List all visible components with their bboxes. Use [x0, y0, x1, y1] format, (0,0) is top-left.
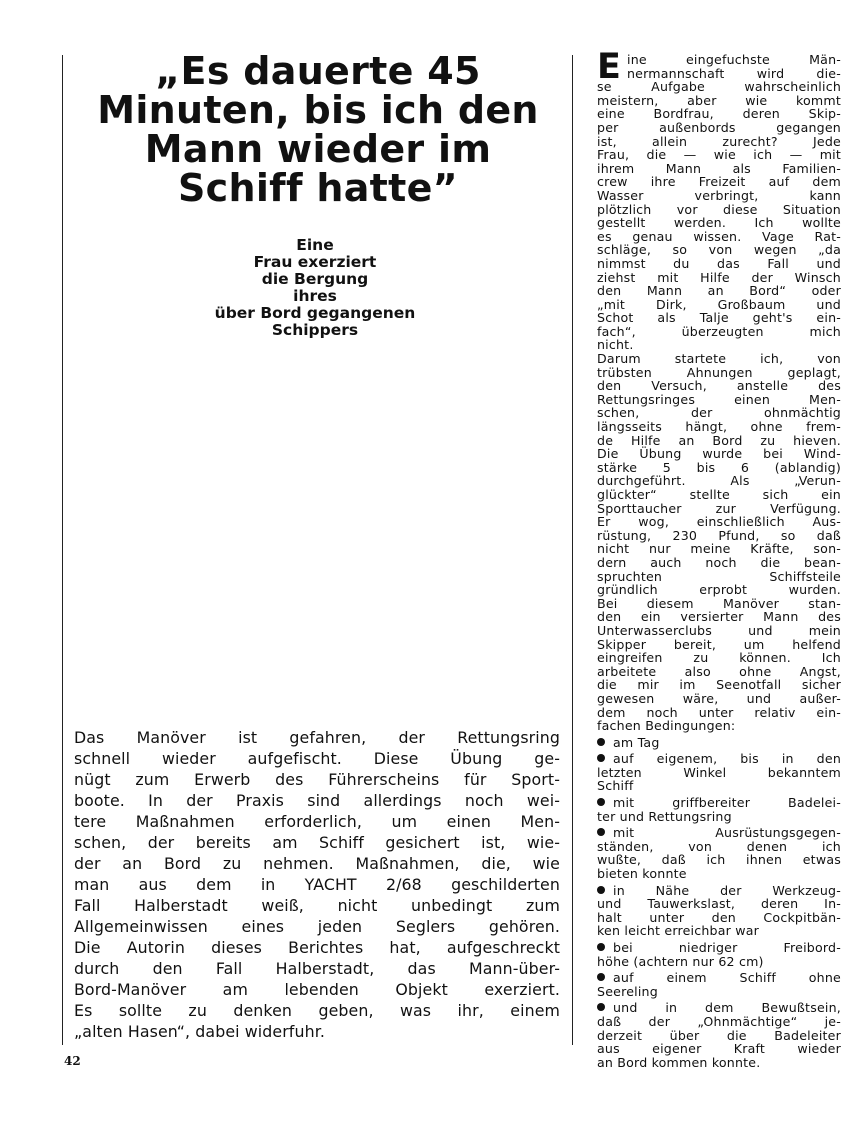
body-line: Rettungsringes einen Men-: [597, 391, 841, 407]
bullet-item-line: wußte, daß ich ihnen etwas: [597, 852, 841, 868]
body-line: arbeitete also ohne Angst,: [597, 663, 841, 679]
left-column-rule: [62, 55, 63, 1045]
body-line: se Aufgabe wahrscheinlich: [597, 79, 841, 95]
body-line: Bei diesem Manöver stan-: [597, 595, 841, 611]
body-line: crew ihre Freizeit auf dem: [597, 174, 841, 190]
bullet-item-line: aus eigener Kraft wieder: [597, 1041, 841, 1057]
bullet-item-text: in Nähe der Werkzeug-: [613, 882, 841, 898]
body-line: de Hilfe an Bord zu hieven.: [597, 432, 841, 448]
body-line: den Mann an Bord“ oder: [597, 283, 841, 299]
body-line: Sporttaucher zur Verfügung.: [597, 500, 841, 516]
subheadline-line: über Bord gegangenen: [214, 304, 416, 322]
bullet-item-text: bei niedriger Freibord-: [613, 940, 841, 955]
bullet-item-line: derzeit über die Badeleiter: [597, 1027, 841, 1043]
bullet-item-line: letzten Winkel bekanntem: [597, 764, 841, 780]
bullet-item-line: bieten konnte: [597, 866, 687, 882]
body-line: ine eingefuchste Män-: [627, 52, 841, 67]
body-line: ziehst mit Hilfe der Winsch: [597, 269, 841, 285]
bullet-item-line: Schiff: [597, 778, 634, 794]
intro-line: Es sollte zu denken geben, was ihr, einem: [74, 1001, 560, 1020]
body-line: Frau, die — wie ich — mit: [597, 147, 841, 163]
body-line: per außenbords gegangen: [597, 119, 841, 135]
body-line: spruchten Schiffsteile: [597, 568, 841, 584]
bullet-icon: [597, 886, 605, 894]
bullet-item-text: mit Ausrüstungsgegen-: [613, 825, 841, 841]
body-line: eingreifen zu können. Ich: [597, 650, 841, 666]
bullet-item-line: höhe (achtern nur 62 cm): [597, 953, 764, 969]
intro-line: tere Maßnahmen erforderlich, um einen Men-: [74, 812, 560, 831]
subheadline-line: Frau exerziert: [253, 253, 377, 271]
bullet-icon: [597, 1003, 605, 1011]
body-line: den Versuch, anstelle des: [597, 378, 841, 394]
bullet-icon: [597, 973, 605, 981]
bullet-item-text: mit griffbereiter Badelei-: [613, 795, 841, 811]
bullet-item-text: auf einem Schiff ohne: [613, 970, 841, 986]
body-text-column: [597, 47, 841, 1070]
bullet-icon: [597, 754, 605, 762]
intro-line: man aus dem in YACHT 2/68 geschilderten: [74, 875, 560, 894]
bullet-item-text: und in dem Bewußtsein,: [613, 1000, 841, 1016]
body-line: gründlich erprobt wurden.: [597, 582, 841, 598]
body-line: die mir im Seenotfall sicher: [597, 677, 841, 693]
body-line: Skipper bereit, um helfend: [597, 636, 841, 652]
bullet-item-line: [597, 752, 841, 766]
bullet-icon: [597, 943, 605, 951]
body-line: ist, allein zurecht? Jede: [597, 133, 841, 149]
intro-paragraph: [74, 727, 560, 1042]
article-headline: „Es dauerte 45 Minuten, bis ich den Mann wieder im Schiff hatte”: [97, 49, 539, 210]
body-line: den ein versierter Mann des: [597, 609, 841, 625]
drop-cap: E: [597, 47, 621, 87]
intro-line: der an Bord zu nehmen. Maßnahmen, die, wie: [74, 854, 560, 873]
body-line: dem noch unter relativ ein-: [597, 704, 841, 720]
bullet-item-text: auf eigenem, bis in den: [613, 751, 841, 767]
bullet-item-line: [597, 1001, 841, 1015]
body-line: nicht nur meine Kräfte, son-: [597, 541, 841, 557]
bullet-item-line: [597, 796, 841, 810]
body-line: dern auch noch die bean-: [597, 554, 841, 570]
body-line: nicht.: [597, 337, 634, 353]
body-line: plötzlich vor diese Situation: [597, 201, 841, 217]
body-line: rüstung, 230 Pfund, so daß: [597, 527, 841, 543]
body-line: längsseits hängt, ohne frem-: [597, 419, 841, 435]
body-line: trübsten Ahnungen geplagt,: [597, 364, 841, 380]
body-line: Wasser verbringt, kann: [597, 187, 841, 203]
intro-line: schnell wieder aufgefischt. Diese Übung ge-: [74, 749, 560, 768]
body-line: ihrem Mann als Familien-: [597, 160, 841, 176]
body-line: schen, der ohnmächtig: [597, 405, 841, 421]
bullet-item-line: Seereling: [597, 983, 658, 999]
bullet-item-line: ken leicht erreichbar war: [597, 923, 760, 939]
body-line: glückter“ stellte sich ein: [597, 487, 841, 502]
body-line: gewesen wäre, und außer-: [597, 690, 841, 706]
bullet-item-line: und Tauwerkslast, deren In-: [597, 896, 841, 912]
subheadline-line: Eine: [296, 236, 334, 254]
intro-line: Das Manöver ist gefahren, der Rettungsring: [74, 728, 560, 747]
bullet-icon: [597, 798, 605, 806]
article-subheadline: [170, 237, 460, 339]
page-number: 42: [64, 1054, 81, 1068]
intro-line: Fall Halberstadt weiß, nicht unbedingt zum: [74, 896, 560, 915]
intro-line: schen, der bereits am Schiff gesichert ist, wie-: [74, 833, 560, 852]
subheadline-line: die Bergung: [261, 270, 369, 288]
bullet-item-line: [597, 736, 841, 750]
intro-line: Die Autorin dieses Berichtes hat, aufgeschreckt: [74, 938, 560, 957]
body-line: Schot als Talje geht's ein-: [597, 310, 841, 326]
bullet-item-line: halt unter den Cockpitbän-: [597, 909, 841, 925]
body-line: stärke 5 bis 6 (ablandig): [597, 459, 841, 475]
intro-line: nügt zum Erwerb des Führerscheins für Sport-: [74, 770, 560, 789]
body-line: nermannschaft wird die-: [627, 65, 841, 81]
bullet-icon: [597, 738, 605, 746]
bullet-item-line: [597, 941, 841, 955]
bullet-item-line: an Bord kommen konnte.: [597, 1054, 761, 1070]
bullet-item-line: [597, 884, 841, 898]
subheadline-line: ihres: [293, 287, 337, 305]
body-line: meistern, aber wie kommt: [597, 92, 841, 108]
body-line: Unterwasserclubs und mein: [597, 622, 841, 638]
intro-line: „alten Hasen“, dabei widerfuhr.: [74, 1022, 325, 1041]
body-line: „mit Dirk, Großbaum und: [597, 296, 841, 312]
body-line: Die Übung wurde bei Wind-: [597, 446, 841, 462]
body-line: durchgeführt. Als „Verun-: [597, 473, 841, 489]
bullet-item-line: daß der „Ohnmächtige“ je-: [597, 1013, 841, 1029]
body-line: Er wog, einschließlich Aus-: [597, 514, 841, 530]
body-line: es genau wissen. Vage Rat-: [597, 228, 841, 244]
subheadline-line: Schippers: [271, 321, 359, 339]
bullet-item-line: ständen, von denen ich: [597, 838, 841, 854]
body-line: fachen Bedingungen:: [597, 718, 736, 734]
bullet-item-line: [597, 826, 841, 840]
intro-line: durch den Fall Halberstadt, das Mann-über-: [74, 959, 560, 978]
bullet-item-line: [597, 971, 841, 985]
intro-line: Bord-Manöver am lebenden Objekt exerziert.: [74, 980, 560, 999]
column-divider-rule: [572, 55, 573, 1045]
body-line: eine Bordfrau, deren Skip-: [597, 106, 841, 122]
body-line: gestellt werden. Ich wollte: [597, 215, 841, 231]
body-line: fach“, überzeugten mich: [597, 323, 841, 339]
body-line: Darum startete ich, von: [597, 351, 841, 367]
bullet-item-text: am Tag: [613, 734, 660, 750]
body-line: nimmst du das Fall und: [597, 255, 841, 271]
intro-line: boote. In der Praxis sind allerdings noch wei-: [74, 791, 560, 810]
body-line: schläge, so von wegen „da: [597, 242, 841, 258]
bullet-item-line: ter und Rettungsring: [597, 808, 732, 824]
intro-line: Allgemeinwissen eines jeden Seglers gehören.: [74, 917, 560, 936]
bullet-icon: [597, 828, 605, 836]
